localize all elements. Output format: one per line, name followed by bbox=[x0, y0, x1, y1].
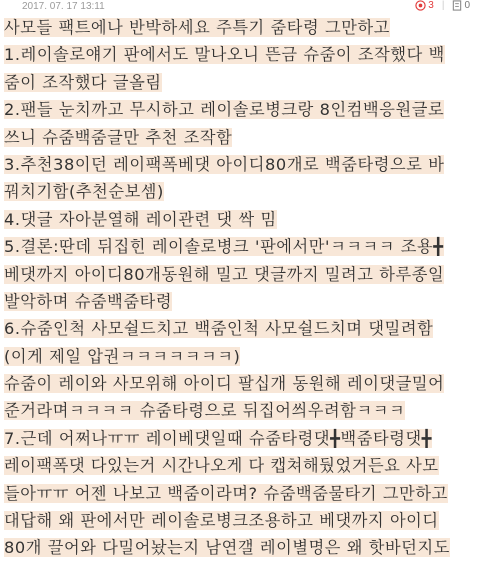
post-line bbox=[4, 124, 478, 151]
post-line-text: 6.슈줌인척 사모쉴드치고 백줌인척 사모쉴드치며 댓밀려함 bbox=[4, 319, 434, 339]
post-line bbox=[4, 233, 478, 260]
post-line-text: 1.레이솔로얘기 판에서도 말나오니 뜬금 슈줌이 조작했다 백 bbox=[4, 45, 445, 65]
post-date: 2017. 07. 17 13:11 bbox=[22, 1, 105, 12]
post-line bbox=[4, 452, 478, 479]
post-line bbox=[4, 14, 478, 41]
post-line-text: 준거라며ㅋㅋㅋㅋ 슈줌타령으로 뒤집어씌우려함ㅋㅋㅋ bbox=[4, 401, 406, 421]
post-line bbox=[4, 480, 478, 507]
post-line bbox=[4, 370, 478, 397]
post-line-text: 들아ㅠㅠ 어젠 나보고 백줌이라며? 슈줌백줌물타기 그만하고 bbox=[4, 483, 448, 503]
post-line bbox=[4, 69, 478, 96]
post-line-text: 4.댓글 자아분열해 레이관련 댓 싹 밈 bbox=[4, 209, 277, 229]
post-line-text: 쓰니 슈줌백줌글만 추천 조작함 bbox=[4, 127, 233, 147]
post-line-text: 레이팩폭댓 다있는거 시간나오게 다 캡쳐해뒀었거든요 사모 bbox=[4, 456, 439, 476]
post-line-text: 대답해 왜 판에서만 레이솔로병크조용하고 베댓까지 아이디 bbox=[4, 511, 439, 531]
post-line bbox=[4, 343, 478, 370]
post-line bbox=[4, 206, 478, 233]
post-line bbox=[4, 41, 478, 68]
dislike-count[interactable] bbox=[452, 0, 470, 11]
post-body bbox=[4, 14, 478, 562]
dislike-count-value: 0 bbox=[464, 0, 470, 11]
post-line-text: 꿔치기함(추천순보셈) bbox=[4, 182, 164, 202]
post-line-text: 발악하며 슈줌백줌타령 bbox=[4, 291, 173, 311]
post-line-text: 줌이 조작했다 글올림 bbox=[4, 72, 162, 92]
like-count[interactable] bbox=[415, 0, 434, 11]
post-line-text: 베댓까지 아이디80개동원해 밀고 댓글까지 밀려고 하루종일 bbox=[4, 264, 445, 284]
post-line bbox=[4, 288, 478, 315]
post-line bbox=[4, 151, 478, 178]
post-line bbox=[4, 96, 478, 123]
dislike-icon bbox=[452, 0, 462, 11]
post-line bbox=[4, 178, 478, 205]
like-icon bbox=[415, 0, 426, 11]
post-line-text: 사모들 팩트에나 반박하세요 주특기 줌타령 그만하고 bbox=[4, 18, 390, 37]
post-line bbox=[4, 534, 478, 561]
post-line bbox=[4, 425, 478, 452]
post-line-text: 3.추천38이던 레이팩폭베댓 아이디80개로 백줌타령으로 바 bbox=[4, 154, 445, 174]
vote-counts bbox=[415, 0, 470, 11]
post-line bbox=[4, 315, 478, 342]
post-line-text: 2.팬들 눈치까고 무시하고 레이솔로병크랑 8인컴백응원글로 bbox=[4, 100, 445, 120]
post-line bbox=[4, 507, 478, 534]
count-separator: | bbox=[441, 0, 445, 11]
post-meta-bar bbox=[0, 0, 480, 14]
post-line-text: 슈줌이 레이와 사모위해 아이디 팔십개 동원해 레이댓글밀어 bbox=[4, 374, 445, 394]
post-line-text: (이게 제일 압권ㅋㅋㅋㅋㅋㅋㅋ) bbox=[4, 346, 241, 366]
like-count-value: 3 bbox=[428, 0, 434, 11]
post-line bbox=[4, 397, 478, 424]
post-line bbox=[4, 261, 478, 288]
post-line-text: 7.근데 어쩌나ㅠㅠ 레이베댓일때 슈줌타령댓╋백줌타령댓╋ bbox=[4, 428, 433, 448]
post-line-text: 5.결론:딴데 뒤집힌 레이솔로병크 '판에서만'ㅋㅋㅋㅋ 조용╋ bbox=[4, 237, 444, 257]
post-line-text: 80개 끌어와 다밀어놨는지 남연갤 레이별명은 왜 핫바던지도 bbox=[4, 538, 450, 558]
